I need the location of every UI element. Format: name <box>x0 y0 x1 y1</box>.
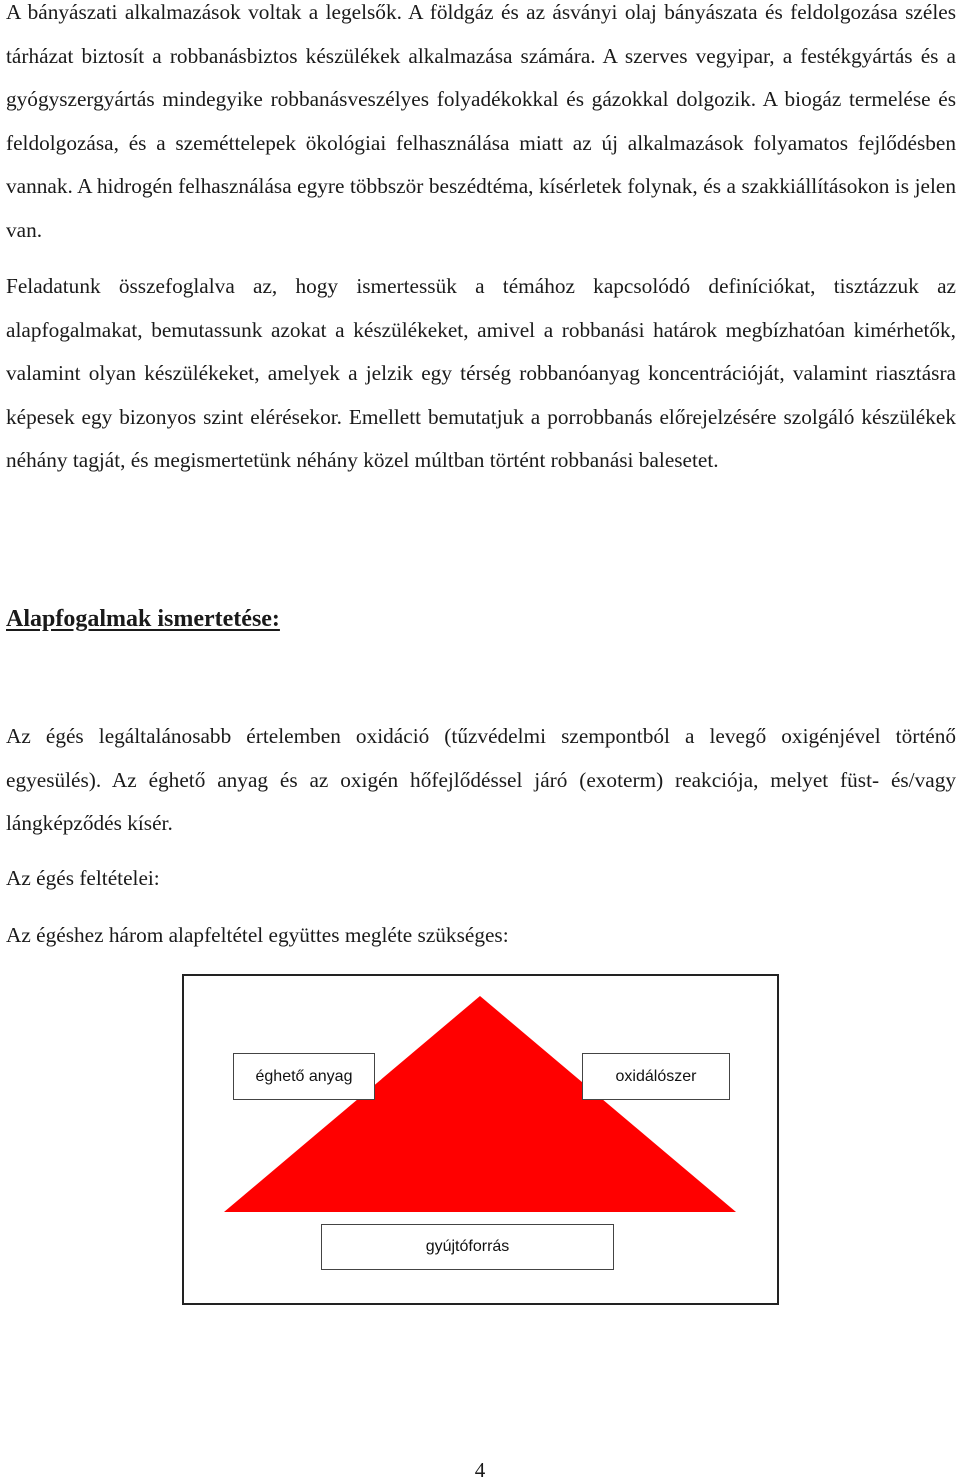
combustion-definition-paragraph: Az égés legáltalánosabb értelemben oxidáció (tűzvédelmi szempontból a levegő oxigénjével történő egyesülés). Az éghető anyag és az oxigén hőfejlődéssel járó (exoterm) reakciója, melyet füst- és/vagy lángképződés kísér. <box>6 724 956 836</box>
intro-paragraph: A bányászati alkalmazások voltak a legelsők. A földgáz és az ásványi olaj bányászata és feldolgozása széles tárházat biztosít a robbanásbiztos készülékek alkalmazása számára. A szerves vegyipar, a festékgyártás és a gyógyszergyártás mindegyike robbanásveszélyes folyadékokkal és gázokkal dolgozik. A biogáz termelése és feldolgozása, és a szeméttelepek ökológiai felhasználása miatt az új alkalmazások folyamatos fejlődésben vannak. A hidrogén felhasználása egyre többször beszédtéma, kísérletek folynak, és a szakkiállításokon is jelen van. <box>6 0 956 242</box>
fuel-label: éghető anyag <box>233 1053 375 1100</box>
fire-triangle-figure <box>182 974 779 1305</box>
fire-triangle <box>224 996 736 1212</box>
combustion-conditions-line: Az égés feltételei: <box>6 866 160 890</box>
page-number: 4 <box>474 1458 486 1482</box>
section-heading: Alapfogalmak ismertetése: <box>6 606 280 632</box>
oxidizer-label: oxidálószer <box>582 1053 730 1100</box>
ignition-source-label: gyújtóforrás <box>321 1224 614 1270</box>
three-conditions-line: Az égéshez három alapfeltétel együttes megléte szükséges: <box>6 923 509 947</box>
task-summary-paragraph: Feladatunk összefoglalva az, hogy ismertessük a témához kapcsolódó definíciókat, tisztázzuk az alapfogalmakat, bemutassunk azokat a készülékeket, amivel a robbanási határok megbízhatóan kimérhetők, valamint olyan készülékeket, amelyek a jelzik egy térség robbanóanyag koncentrációját, valamint riasztásra képesek egy bizonyos szint elérésekor. Emellett bemutatjuk a porrobbanás előrejelzésére szolgáló készülékek néhány tagját, és megismertetünk néhány közel múltban történt robbanási balesetet. <box>6 274 956 473</box>
